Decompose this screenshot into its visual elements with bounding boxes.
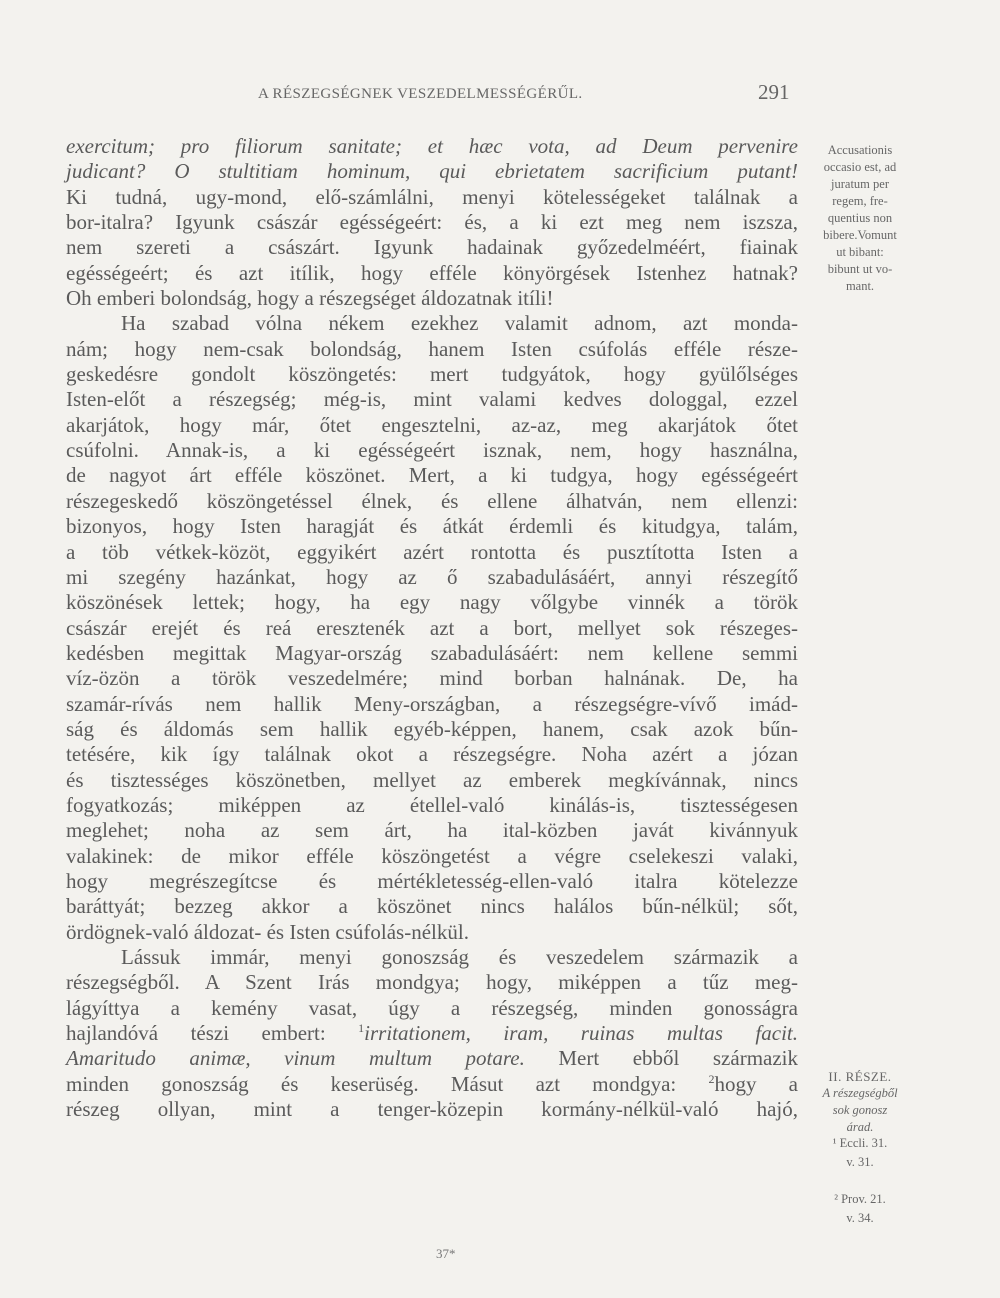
reference-line: v. 34. [846,1211,874,1225]
text-line [66,616,798,641]
margin-note-line: bibere.Vomunt [823,228,897,242]
text-segment: tetésére, kik így találnak okot a részegségre. Noha azért a józan [66,742,798,767]
text-line [66,235,798,260]
margin-note-line: regem, fre- [832,194,888,208]
text-segment: részegeskedő köszöngetéssel élnek, és ellene álhatván, nem ellenzi: [66,488,798,513]
text-line [66,387,798,412]
text-line [66,945,798,970]
text-line [66,894,798,919]
text-line [66,540,798,565]
signature-mark: 37* [436,1246,456,1261]
margin-note-line: bibunt ut vo- [827,262,893,276]
text-line [66,717,798,742]
text-segment: hogy a [714,1071,798,1096]
text-line [66,185,798,210]
page-number: 291 [758,80,790,104]
margin-note-line: juratum per [831,177,889,191]
text-segment: Amaritudo animæ, vinum multum potare. [66,1046,525,1071]
text-segment: nem szereti a császárt. Igyunk hadainak győzedelméért, fiainak [66,235,798,260]
text-segment: és tisztességes köszönetben, mellyet az emberek megkívánnak, nincs [66,767,798,792]
text-segment: akarjátok, hogy már, őtet engesztelni, az-az, meg akarjátok őtet [66,412,798,437]
text-line [66,1072,798,1097]
text-segment: hogy megrészegítcse és mértékletesség-ellen-való italra kötelezze [66,868,798,893]
text-segment: valakinek: de mikor efféle köszöngetést a végre cselekeszi valaki, [66,843,798,868]
text-line [66,970,798,995]
text-segment: ördögnek-való áldozat- és Isten csúfolás-nélkül. [66,919,469,944]
text-segment: kedésben megittak Magyar-ország szabadulásáért: nem kellene semmi [66,640,798,665]
text-segment: exercitum; pro filiorum sanitate; et hæc vota, ad Deum pervenire [66,134,798,158]
text-segment: Isten-előt a részegség; még-is, mint valami kedves dologgal, ezzel [66,387,798,412]
text-segment: ság és áldomás sem hallik egyéb-képpen, hanem, csak azok bűn- [66,716,798,741]
text-line [66,869,798,894]
text-line [66,337,798,362]
text-line [66,793,798,818]
text-segment: geskedésre gondolt köszöngetés: mert tudgyátok, hogy gyülőlséges [66,362,798,387]
text-segment: köszönések lettek; hogy, ha egy nagy vőlgybe vinnék a török [66,590,798,615]
text-line [66,818,798,843]
footnote-marker: 2 [708,1071,715,1086]
text-line [66,590,798,615]
text-line [66,134,798,159]
text-line [66,565,798,590]
text-segment: mi szegény hazánkat, hogy az ő szabadulásáért, annyi részegítő [66,564,798,589]
text-segment: víz-özön a török veszedelmére; mind borban halnának. De, ha [66,666,798,691]
text-segment: fogyatkozás; miképpen az étellel-való kinálás-is, tisztességesen [66,792,798,817]
text-segment: de nagyot árt efféle köszönet. Mert, a ki tudgya, hogy egésségeért [66,463,798,488]
text-segment: Oh emberi bolondság, hogy a részegséget áldozatnak itíli! [66,286,554,311]
text-line [66,438,798,463]
margin-note-section [806,1068,914,1136]
margin-note-ref-1 [806,1134,914,1172]
margin-note-line: Accusationis [827,143,893,157]
text-segment: egésségeért; és azt itílik, hogy efféle könyörgések Istenhez hatnak? [66,260,798,285]
section-description-line: árad. [846,1120,874,1134]
text-segment: minden gonoszság és keserüség. Másut azt mondgya: [66,1071,709,1096]
text-segment: hajlandóvá tészi embert: [66,1021,359,1046]
margin-note-accusationis [806,142,914,295]
text-segment: a töb vétkek-közöt, eggyikért azért rontotta és pusztította Isten a [66,539,798,564]
section-label [806,1068,914,1085]
text-segment: baráttyát; bezzeg akkor a köszönet nincs halálos bűn-nélkül; sőt, [66,894,798,919]
section-description [806,1085,914,1136]
reference-line: ² Prov. 21. [834,1192,886,1206]
section-description-line: A részegségből [822,1086,898,1100]
text-line [66,261,798,286]
text-segment: részegségből. A Szent Irás mondgya; hogy, miképpen a tűz meg- [66,970,798,995]
text-segment: lágyíttya a kemény vasat, úgy a részegség, minden gonosságra [66,995,798,1020]
text-line [66,920,798,945]
text-line [66,692,798,717]
running-head: A RÉSZEGSÉGNEK VESZEDELMESSÉGÉRŰL. [258,86,583,102]
text-line [66,311,798,336]
text-segment: Mert ebből származik [524,1046,799,1071]
margin-note-line: quentius non [827,211,893,225]
text-segment: részeg ollyan, mint a tenger-közepin kormány-nélkül-való hajó, [66,1097,798,1122]
text-segment: bor-italra? Igyunk császár egésségeért: és, a ki ezt meg nem iszsza, [66,210,798,235]
reference-line: ¹ Eccli. 31. [832,1136,888,1150]
text-line [66,1046,798,1071]
text-line [66,666,798,691]
text-line [66,1097,798,1122]
text-segment: Ki tudná, ugy-mond, elő-számlálni, menyi kötelességeket találnak a [66,184,798,209]
reference-line: v. 31. [846,1155,874,1169]
text-line [66,463,798,488]
text-line [66,362,798,387]
text-line [66,996,798,1021]
text-line [66,641,798,666]
text-segment: meglehet; noha az sem árt, ha ital-közben javát kivánnyuk [66,818,798,843]
section-description-line: sok gonosz [832,1103,888,1117]
text-line [66,742,798,767]
section-label-line: II. RÉSZE. [828,1069,892,1084]
margin-note-ref-2 [806,1190,914,1228]
text-line [66,1021,798,1046]
text-segment: nám; hogy nem-csak bolondság, hanem Isten csúfolás efféle része- [66,336,798,361]
text-segment: csúfolni. Annak-is, a ki egésségeért isznak, nem, hogy használna, [66,438,798,463]
text-line [66,286,798,311]
text-segment: judicant? O stultitiam hominum, qui ebrietatem sacrificium putant! [66,159,798,184]
text-line [66,844,798,869]
text-line [66,413,798,438]
text-segment: szamár-rívás nem hallik Meny-országban, a részegségre-vívő imád- [66,691,798,716]
text-segment: irritationem, iram, ruinas multas facit. [364,1021,798,1046]
text-line [66,489,798,514]
margin-note-line: occasio est, ad [823,160,897,174]
margin-note-line: mant. [845,279,875,293]
text-line [66,159,798,184]
text-segment: császár erejét és reá eresztenék azt a bort, mellyet sok részeges- [66,615,798,640]
text-segment: Lássuk immár, menyi gonoszság és veszedelem származik a [121,945,798,969]
margin-note-line: ut bibant: [836,245,884,259]
text-segment: Ha szabad vólna nékem ezekhez valamit adnom, azt monda- [121,311,798,336]
text-line [66,514,798,539]
text-line [66,768,798,793]
body-text [66,134,798,1122]
footnote-marker: 1 [358,1021,365,1036]
text-line [66,210,798,235]
text-segment: bizonyos, hogy Isten haragját és átkát érdemli és kitudgya, talám, [66,514,798,539]
